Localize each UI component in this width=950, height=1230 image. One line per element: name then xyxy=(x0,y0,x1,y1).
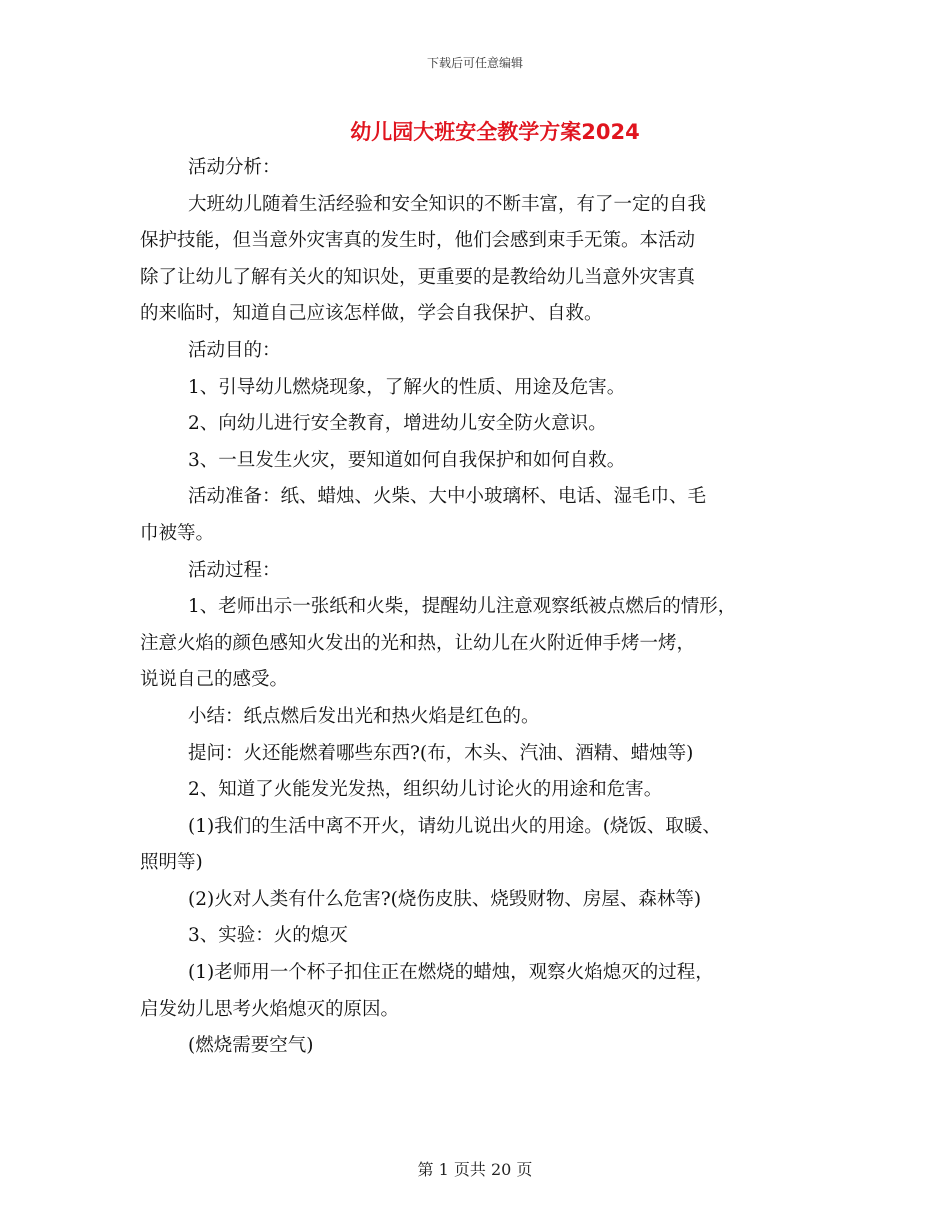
paragraph-line: 1、引导幼儿燃烧现象，了解火的性质、用途及危害。 xyxy=(188,376,626,398)
paragraph-line: 2、知道了火能发光发热，组织幼儿讨论火的用途和危害。 xyxy=(188,779,663,801)
document-body xyxy=(140,150,820,1065)
paragraph-line: 保护技能，但当意外灾害真的发生时，他们会感到束手无策。本活动 xyxy=(140,230,696,252)
paragraph-line: 活动分析： xyxy=(188,157,281,178)
paragraph-line: 小结：纸点燃后发出光和热火焰是红色的。 xyxy=(188,705,540,727)
paragraph-line: 除了让幼儿了解有关火的知识处，更重要的是教给幼儿当意外灾害真 xyxy=(140,266,696,288)
page-number: 第 1 页共 20 页 xyxy=(417,1160,533,1179)
paragraph-line: 启发幼儿思考火焰熄灭的原因。 xyxy=(140,998,400,1020)
paragraph-line: 活动目的： xyxy=(188,339,281,361)
paragraph-line: (1)我们的生活中离不开火，请幼儿说出火的用途。(烧饭、取暖、 xyxy=(188,815,721,837)
document-title: 幼儿园大班安全教学方案2024 xyxy=(350,120,640,144)
paragraph-line: 注意火焰的颜色感知火发出的光和热，让幼儿在火附近伸手烤一烤， xyxy=(140,632,696,654)
paragraph-line: 巾被等。 xyxy=(140,522,215,544)
paragraph-line: 提问：火还能燃着哪些东西?(布，木头、汽油、酒精、蜡烛等) xyxy=(188,742,694,764)
paragraph-line: (2)火对人类有什么危害?(烧伤皮肤、烧毁财物、房屋、森林等) xyxy=(188,888,702,910)
paragraph-line: 2、向幼儿进行安全教育，增进幼儿安全防火意识。 xyxy=(188,413,607,435)
paragraph-line: 1、老师出示一张纸和火柴，提醒幼儿注意观察纸被点燃后的情形， xyxy=(188,596,737,618)
paragraph-line: (1)老师用一个杯子扣住正在燃烧的蜡烛，观察火焰熄灭的过程， xyxy=(188,962,714,984)
paragraph-line: 活动过程： xyxy=(188,559,281,581)
paragraph-line: (燃烧需要空气) xyxy=(188,1035,314,1057)
paragraph-line: 说说自己的感受。 xyxy=(140,669,289,691)
header-note: 下载后可任意编辑 xyxy=(426,56,523,70)
paragraph-line: 大班幼儿随着生活经验和安全知识的不断丰富，有了一定的自我 xyxy=(188,193,707,215)
paragraph-line: 照明等) xyxy=(140,852,203,874)
paragraph-line: 活动准备：纸、蜡烛、火柴、大中小玻璃杯、电话、湿毛巾、毛 xyxy=(188,486,707,508)
paragraph-line: 3、一旦发生火灾，要知道如何自我保护和如何自救。 xyxy=(188,449,626,471)
paragraph-line: 的来临时，知道自己应该怎样做，学会自我保护、自救。 xyxy=(140,303,603,325)
paragraph-line: 3、实验：火的熄灭 xyxy=(188,925,348,947)
